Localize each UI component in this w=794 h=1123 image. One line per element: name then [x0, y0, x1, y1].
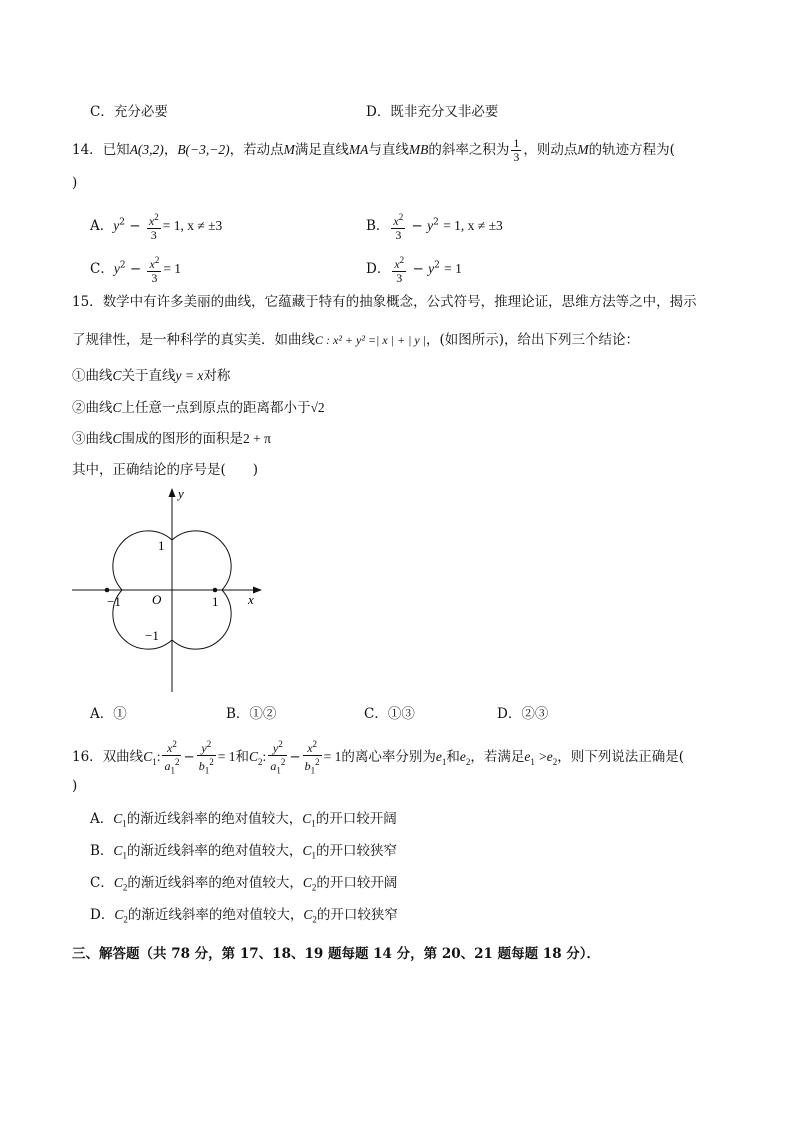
q15-conclusion-3: ③曲线C围成的图形的面积是2 + π: [72, 431, 271, 447]
q14-option-d[interactable]: D． $\frac{x^2}{3}$ − $y^2 = 1$: [366, 255, 462, 285]
point-neg1-x: [105, 588, 110, 593]
section-3-heading: 三、解答题（共 78 分，第 17、18、19 题每题 14 分，第 20、21 题每题 18 分）．: [72, 946, 601, 962]
q14-option-c[interactable]: C．$y^2$ − $\frac{x^2}{3}$ = 1: [90, 255, 182, 285]
q15-option-a[interactable]: A．①: [90, 706, 127, 722]
q16-option-c[interactable]: C．$C_2$的渐近线斜率的绝对值较大，$C_2$的开口较开阔: [90, 875, 398, 893]
q15-conclusion-2: ②曲线C上任意一点到原点的距离都小于√2: [72, 400, 325, 416]
q13-option-d[interactable]: D．既非充分又非必要: [366, 104, 499, 120]
y-axis-arrow-icon: [169, 488, 176, 497]
q15-question: 其中，正确结论的序号是( ): [72, 462, 259, 478]
y-axis-label: y: [178, 486, 184, 501]
q15-stem-line2: 了规律性，是一种科学的真实美．如曲线C : x² + y² =| x | + | y |，(如图所示)，给出下列三个结论：: [72, 332, 640, 348]
x-axis-label: x: [248, 592, 254, 607]
q15-option-c[interactable]: C．①③: [364, 706, 415, 722]
tick-y-pos: 1: [158, 538, 165, 553]
q14-option-a[interactable]: A．$y^2$ − $\frac{x^2}{3}$ = 1, x ≠ ±3: [90, 212, 223, 242]
q14-option-b[interactable]: B． $\frac{x^2}{3}$ − $y^2 = 1$, x ≠ ±3: [366, 212, 503, 242]
tick-x-neg: −1: [107, 594, 121, 609]
q15-curve-figure: [60, 478, 280, 700]
q14-stem: 14．已知A(3,2)，B(−3,−2)，若动点M满足直线MA与直线MB的斜率之积为 $\frac{1}{3}$ ，则动点M的轨迹方程为(: [72, 136, 675, 164]
q14-close-paren: ): [72, 175, 78, 191]
q16-close-paren: ): [72, 778, 78, 794]
q15-stem-line1: 15．数学中有许多美丽的曲线，它蕴藏于特有的抽象概念，公式符号，推理论证，思维方法等之中，揭示: [72, 294, 697, 310]
point-pos1-x: [213, 588, 218, 593]
q15-option-b[interactable]: B．①②: [226, 706, 277, 722]
q16-option-a[interactable]: A．$C_1$的渐近线斜率的绝对值较大，$C_1$的开口较开阔: [90, 811, 397, 829]
q16-option-d[interactable]: D．$C_2$的渐近线斜率的绝对值较大，$C_2$的开口较狭窄: [90, 907, 398, 925]
q13-option-c[interactable]: C．充分必要: [90, 104, 168, 120]
q16-stem: 16．双曲线$C_1$: $\frac{x^2}{a_1^2}$ − $\frac{y^2}{b_1^2}$ = 1和$C_2$: $\frac{y^2}{a_1^2}$ − $\frac{x^2}{b_1^2}$ = 1的离心率分别为$e_1$和$e_2$，若满足$e_1 >e_2$，则下列说法正确是(: [72, 739, 685, 776]
q16-option-b[interactable]: B．$C_1$的渐近线斜率的绝对值较大，$C_1$的开口较狭窄: [90, 843, 397, 861]
x-axis-arrow-icon: [253, 587, 262, 594]
origin-label: O: [152, 592, 162, 607]
q15-conclusion-1: ①曲线C关于直线y = x对称: [72, 368, 231, 384]
tick-y-neg: −1: [145, 628, 159, 643]
q14-fraction: $\frac{1}{3}$: [513, 136, 520, 164]
q15-option-d[interactable]: D．②③: [497, 706, 549, 722]
tick-x-pos: 1: [212, 594, 219, 609]
